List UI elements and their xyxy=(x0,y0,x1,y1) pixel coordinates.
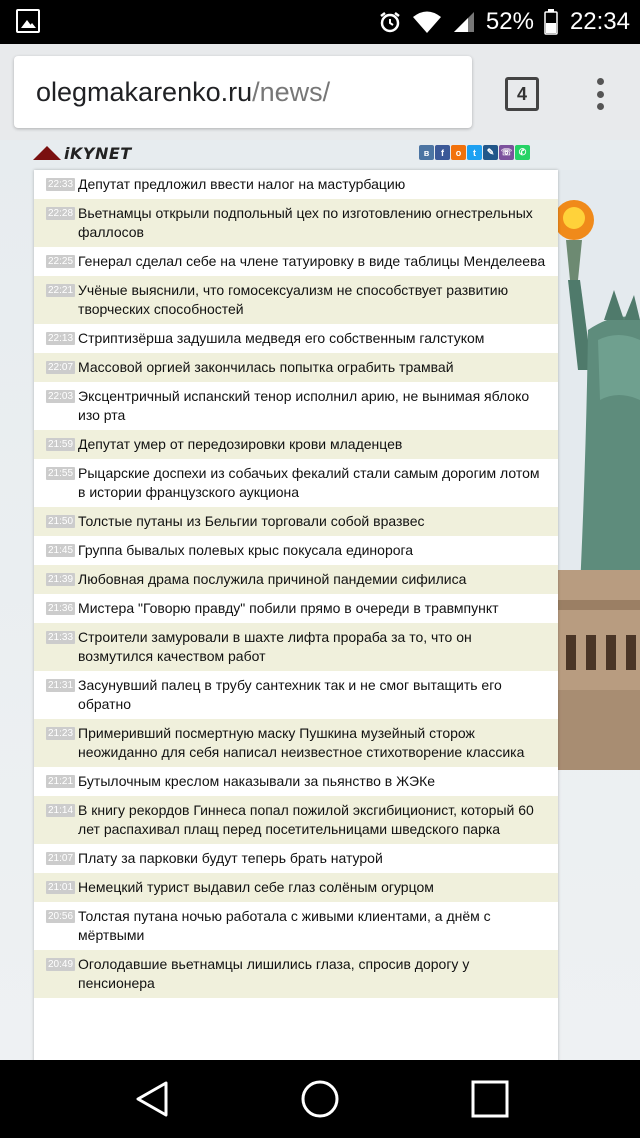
news-time: 21:45 xyxy=(48,545,74,556)
address-bar[interactable] xyxy=(14,56,472,128)
news-time: 22:25 xyxy=(48,256,74,267)
news-time: 21:07 xyxy=(48,853,74,864)
status-bar xyxy=(0,0,640,44)
news-time: 21:31 xyxy=(48,680,74,691)
news-time: 20:56 xyxy=(48,911,74,922)
home-button[interactable] xyxy=(300,1079,340,1124)
news-item[interactable] xyxy=(34,382,558,430)
battery-percent: 52% xyxy=(485,8,534,35)
news-title-link[interactable]: Стриптизёрша задушила медведя его собственным галстуком xyxy=(78,330,485,346)
news-item[interactable] xyxy=(34,199,558,247)
news-title-link[interactable]: Депутат умер от передозировки крови младенцев xyxy=(78,436,403,452)
news-list xyxy=(34,170,558,1060)
news-title-link[interactable]: Немецкий турист выдавил себе глаз солёным огурцом xyxy=(78,879,434,895)
system-navigation-bar xyxy=(0,1060,640,1138)
news-time: 21:39 xyxy=(48,574,74,585)
news-item[interactable] xyxy=(34,671,558,719)
news-title-link[interactable]: Строители замуровали в шахте лифта прораба за то, что он возмутился качеством работ xyxy=(78,629,472,664)
news-title-link[interactable]: Генерал сделал себе на члене татуировку в виде таблицы Менделеева xyxy=(78,253,546,269)
vk-icon[interactable]: в xyxy=(419,145,434,160)
livejournal-icon[interactable]: ✎ xyxy=(483,145,498,160)
signal-icon xyxy=(452,10,476,34)
tab-count: 4 xyxy=(516,83,527,104)
news-item[interactable] xyxy=(34,623,558,671)
twitter-icon[interactable]: t xyxy=(467,145,482,160)
news-time: 20:49 xyxy=(48,959,74,970)
news-time: 22:33 xyxy=(48,179,74,190)
battery-icon xyxy=(544,9,558,35)
url-path: /news/ xyxy=(252,76,331,107)
news-item[interactable] xyxy=(34,767,558,796)
news-item[interactable] xyxy=(34,507,558,536)
logo-triangle-icon xyxy=(33,146,61,160)
news-title-link[interactable]: Учёные выяснили, что гомосексуализм не способствует развитию творческих способностей xyxy=(78,282,509,317)
odnoklassniki-icon[interactable]: о xyxy=(451,145,466,160)
news-item[interactable] xyxy=(34,353,558,382)
news-time: 22:03 xyxy=(48,391,74,402)
news-title-link[interactable]: Засунувший палец в трубу сантехник так и не смог вытащить его обратно xyxy=(78,677,502,712)
news-title-link[interactable]: Рыцарские доспехи из собачьих фекалий стали самым дорогим лотом в истории французского аукциона xyxy=(78,465,540,500)
news-title-link[interactable]: Толстые путаны из Бельгии торговали собой вразвес xyxy=(78,513,425,529)
news-title-link[interactable]: Группа бывалых полевых крыс покусала единорога xyxy=(78,542,414,558)
news-time: 22:07 xyxy=(48,362,74,373)
news-item[interactable] xyxy=(34,594,558,623)
news-item[interactable] xyxy=(34,902,558,950)
statue-of-liberty-image xyxy=(558,170,640,770)
news-item[interactable] xyxy=(34,844,558,873)
news-title-link[interactable]: Вьетнамцы открыли подпольный цех по изготовлению огнестрельных фаллосов xyxy=(78,205,533,240)
news-time: 22:13 xyxy=(48,333,74,344)
news-title-link[interactable]: Примеривший посмертную маску Пушкина музейный сторож неожиданно для себя написал неизвестное стихотворение классика xyxy=(78,725,525,760)
news-item[interactable] xyxy=(34,565,558,594)
news-time: 21:01 xyxy=(48,882,74,893)
news-time: 22:28 xyxy=(48,208,74,219)
menu-dot-icon xyxy=(597,78,604,85)
menu-dot-icon xyxy=(597,91,604,98)
site-logo[interactable] xyxy=(33,143,132,163)
alarm-icon xyxy=(378,10,402,34)
news-item[interactable] xyxy=(34,324,558,353)
news-title-link[interactable]: В книгу рекордов Гиннеса попал пожилой эксгибиционист, который 60 лет распахивал плащ перед посетительницами шведского парка xyxy=(78,802,534,837)
news-item[interactable] xyxy=(34,459,558,507)
news-time: 21:21 xyxy=(48,776,74,787)
whatsapp-icon[interactable]: ✆ xyxy=(515,145,530,160)
overflow-menu-button[interactable] xyxy=(590,74,610,114)
logo-text: iKYNET xyxy=(64,143,132,163)
browser-toolbar xyxy=(0,44,640,140)
back-button[interactable] xyxy=(132,1079,172,1124)
viber-icon[interactable]: ☏ xyxy=(499,145,514,160)
recent-square-icon xyxy=(470,1079,510,1119)
news-item[interactable] xyxy=(34,430,558,459)
tab-switcher-button[interactable] xyxy=(505,77,539,111)
news-time: 21:23 xyxy=(48,728,74,739)
news-item[interactable] xyxy=(34,536,558,565)
news-time: 21:14 xyxy=(48,805,74,816)
news-item[interactable] xyxy=(34,170,558,199)
recent-apps-button[interactable] xyxy=(470,1079,510,1124)
wifi-icon xyxy=(412,10,442,34)
news-item[interactable] xyxy=(34,276,558,324)
news-time: 21:36 xyxy=(48,603,74,614)
back-triangle-icon xyxy=(132,1079,172,1119)
news-time: 22:21 xyxy=(48,285,74,296)
home-circle-icon xyxy=(300,1079,340,1119)
menu-dot-icon xyxy=(597,103,604,110)
news-time: 21:55 xyxy=(48,468,74,479)
news-title-link[interactable]: Депутат предложил ввести налог на мастурбацию xyxy=(78,176,406,192)
status-icons xyxy=(378,0,630,44)
news-item[interactable] xyxy=(34,796,558,844)
news-title-link[interactable]: Бутылочным креслом наказывали за пьянство в ЖЭКе xyxy=(78,773,436,789)
news-item[interactable] xyxy=(34,950,558,998)
share-buttons xyxy=(419,145,530,160)
url-host: olegmakarenko.ru xyxy=(36,76,253,107)
news-title-link[interactable]: Массовой оргией закончилась попытка ограбить трамвай xyxy=(78,359,454,375)
news-item[interactable] xyxy=(34,719,558,767)
news-title-link[interactable]: Эксцентричный испанский тенор исполнил арию, не вынимая яблоко изо рта xyxy=(78,388,530,423)
news-time: 21:59 xyxy=(48,439,74,450)
news-title-link[interactable]: Плату за парковки будут теперь брать натурой xyxy=(78,850,383,866)
news-time: 21:50 xyxy=(48,516,74,527)
news-title-link[interactable]: Оголодавшие вьетнамцы лишились глаза, спросив дорогу у пенсионера xyxy=(78,956,470,991)
image-notification-icon xyxy=(16,9,40,33)
facebook-icon[interactable]: f xyxy=(435,145,450,160)
news-title-link[interactable]: Любовная драма послужила причиной пандемии сифилиса xyxy=(78,571,467,587)
news-title-link[interactable]: Мистера "Говорю правду" побили прямо в очереди в травмпункт xyxy=(78,600,499,616)
clock: 22:34 xyxy=(569,8,630,35)
news-title-link[interactable]: Толстая путана ночью работала с живыми клиентами, а днём с мёртвыми xyxy=(78,908,491,943)
news-item[interactable] xyxy=(34,873,558,902)
news-time: 21:33 xyxy=(48,632,74,643)
news-item[interactable] xyxy=(34,247,558,276)
web-page xyxy=(0,140,640,1060)
